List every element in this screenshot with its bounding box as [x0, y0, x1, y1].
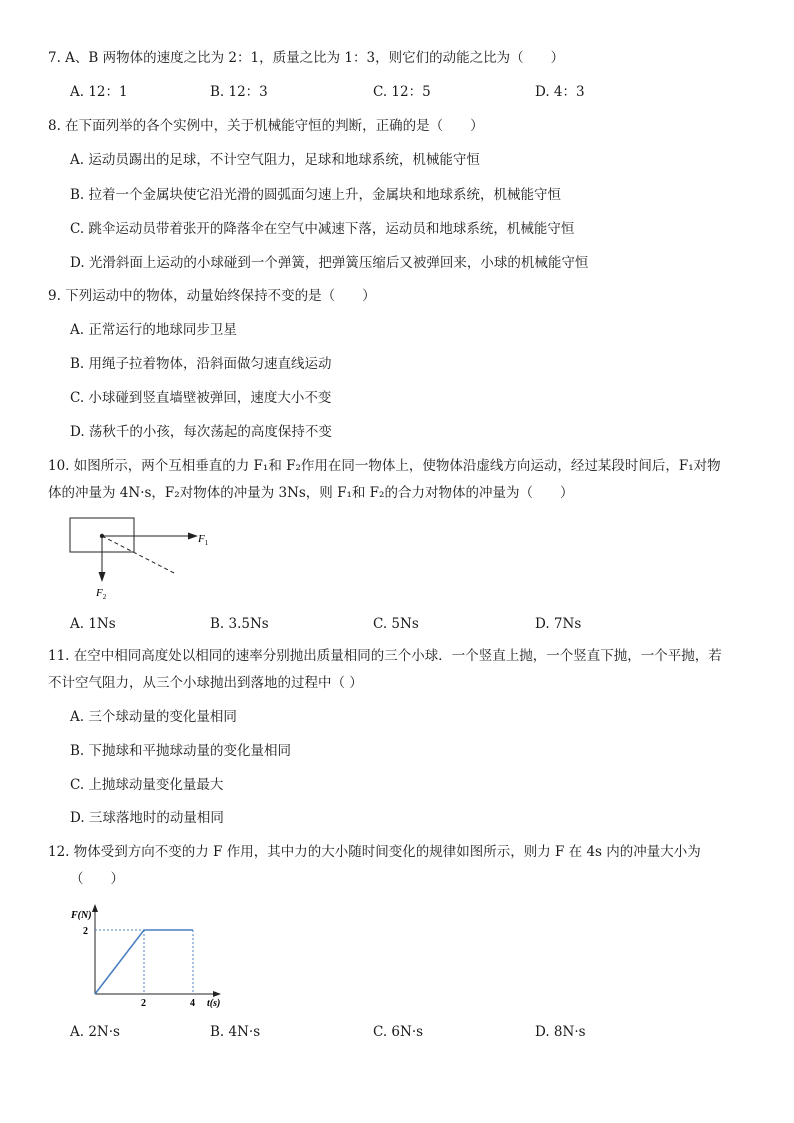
question-8-option-d: D. 光滑斜面上运动的小球碰到一个弹簧，把弹簧压缩后又被弹回来，小球的机械能守恒: [70, 255, 589, 271]
question-7-option-a: A. 12：1: [70, 84, 128, 100]
x-axis-arrowhead: [213, 991, 221, 997]
f1-label-sub: 1: [204, 539, 209, 547]
question-11-option-d: D. 三球落地时的动量相同: [70, 810, 224, 826]
question-11-option-b: B. 下抛球和平抛球动量的变化量相同: [70, 743, 292, 759]
question-12-option-a: A. 2N·s: [70, 1024, 120, 1040]
question-12-option-c: C. 6N·s: [373, 1024, 424, 1040]
question-9-stem: 9. 下列运动中的物体，动量始终保持不变的是（ ）: [48, 288, 376, 304]
question-7-option-c: C. 12：5: [373, 84, 431, 100]
f1-label: $F_1$: [198, 533, 209, 547]
f2-label: $F_2$: [96, 587, 107, 601]
question-10-option-b: B. 3.5Ns: [210, 616, 269, 632]
y-axis-arrowhead: [92, 904, 98, 912]
x-tick-label-2: 2: [141, 998, 146, 1009]
question-7-option-d: D. 4：3: [535, 84, 585, 100]
f1-arrowhead: [188, 533, 198, 540]
question-10-option-d: D. 7Ns: [535, 616, 582, 632]
x-tick-label-4: 4: [190, 998, 195, 1009]
question-7-stem: 7. A、B 两物体的速度之比为 2：1，质量之比为 1：3，则它们的动能之比为（ ）: [48, 50, 565, 66]
force-time-chart: [65, 898, 235, 1013]
question-12-option-d: D. 8N·s: [535, 1024, 586, 1040]
question-12-option-b: B. 4N·s: [210, 1024, 261, 1040]
question-11-stem-line2: 不计空气阻力，从三个小球抛出到落地的过程中（ ）: [48, 675, 363, 691]
question-11-stem-line1: 11. 在空中相同高度处以相同的速率分别抛出质量相同的三个小球．一个竖直上抛，一个竖直下抛，一个平抛，若: [48, 648, 722, 664]
question-12-stem-line2: （ ）: [70, 871, 124, 887]
question-8-option-a: A. 运动员踢出的足球，不计空气阻力，足球和地球系统，机械能守恒: [70, 152, 480, 168]
question-10-stem-line2: 体的冲量为 4N·s，F₂对物体的冲量为 3Ns，则 F₁和 F₂的合力对物体的冲量为（ ）: [48, 485, 574, 501]
question-10-stem-line1: 10. 如图所示，两个互相垂直的力 F₁和 F₂作用在同一物体上，使物体沿虚线方向运动，经过某段时间后，F₁对物: [48, 458, 721, 474]
force-diagram: [60, 510, 230, 610]
y-axis-label: F(N): [71, 910, 92, 921]
question-9-option-d: D. 荡秋千的小孩，每次荡起的高度保持不变: [70, 424, 332, 440]
f2-label-sub: 2: [102, 593, 107, 601]
question-8-option-b: B. 拉着一个金属块使它沿光滑的圆弧面匀速上升，金属块和地球系统，机械能守恒: [70, 187, 562, 203]
question-8-stem: 8. 在下面列举的各个实例中，关于机械能守恒的判断，正确的是（ ）: [48, 118, 484, 134]
question-9-option-b: B. 用绳子拉着物体，沿斜面做匀速直线运动: [70, 356, 332, 372]
resultant-dashed-line: [102, 536, 176, 574]
question-12-stem-line1: 12. 物体受到方向不变的力 F 作用，其中力的大小随时间变化的规律如图所示，则力 F 在 4s 内的冲量大小为: [48, 844, 701, 860]
question-11-option-a: A. 三个球动量的变化量相同: [70, 709, 237, 725]
question-10-option-a: A. 1Ns: [70, 616, 116, 632]
question-11-option-c: C. 上抛球动量变化量最大: [70, 777, 224, 793]
question-9-option-c: C. 小球碰到竖直墙壁被弹回，速度大小不变: [70, 390, 332, 406]
y-tick-label-2: 2: [83, 926, 88, 937]
x-axis-label: t(s): [207, 998, 221, 1009]
question-8-option-c: C. 跳伞运动员带着张开的降落伞在空气中减速下落，运动员和地球系统，机械能守恒: [70, 221, 575, 237]
question-10-option-c: C. 5Ns: [373, 616, 419, 632]
question-9-option-a: A. 正常运行的地球同步卫星: [70, 322, 237, 338]
f2-arrowhead: [99, 572, 106, 582]
question-7-option-b: B. 12：3: [210, 84, 268, 100]
